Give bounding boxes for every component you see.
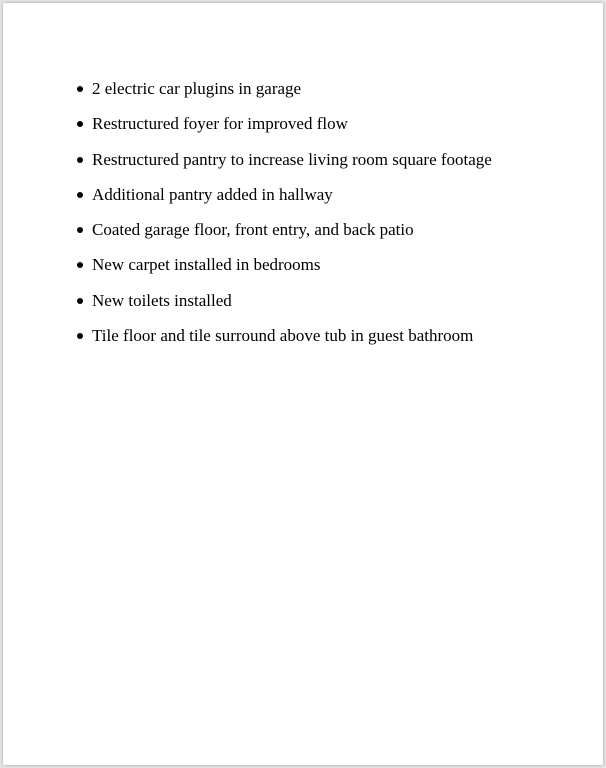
list-item [75, 325, 492, 360]
bullet-icon [77, 333, 83, 339]
list-item [75, 78, 492, 113]
bullet-icon [77, 157, 83, 163]
list-item [75, 184, 492, 219]
bullet-icon [77, 262, 83, 268]
list-item-text: Tile floor and tile surround above tub in guest bathroom [92, 326, 474, 346]
list-item [75, 219, 492, 254]
list-item [75, 113, 492, 148]
bullet-icon [77, 298, 83, 304]
list-item [75, 290, 492, 325]
list-item-text: New toilets installed [92, 290, 232, 310]
list-item-text: Restructured pantry to increase living room square footage [92, 149, 492, 169]
list-item-text: New carpet installed in bedrooms [92, 255, 321, 275]
list-item-text: Coated garage floor, front entry, and back patio [92, 220, 414, 240]
bullet-icon [77, 86, 83, 92]
list-item-text: Additional pantry added in hallway [92, 184, 333, 204]
bullet-icon [77, 192, 83, 198]
list-item-text: Restructured foyer for improved flow [92, 114, 348, 134]
bullet-icon [77, 227, 83, 233]
list-item-text: 2 electric car plugins in garage [92, 79, 302, 98]
bullet-icon [77, 121, 83, 127]
list-item [75, 149, 492, 184]
feature-list [75, 78, 492, 360]
list-item [75, 254, 492, 289]
document-page [3, 3, 603, 765]
